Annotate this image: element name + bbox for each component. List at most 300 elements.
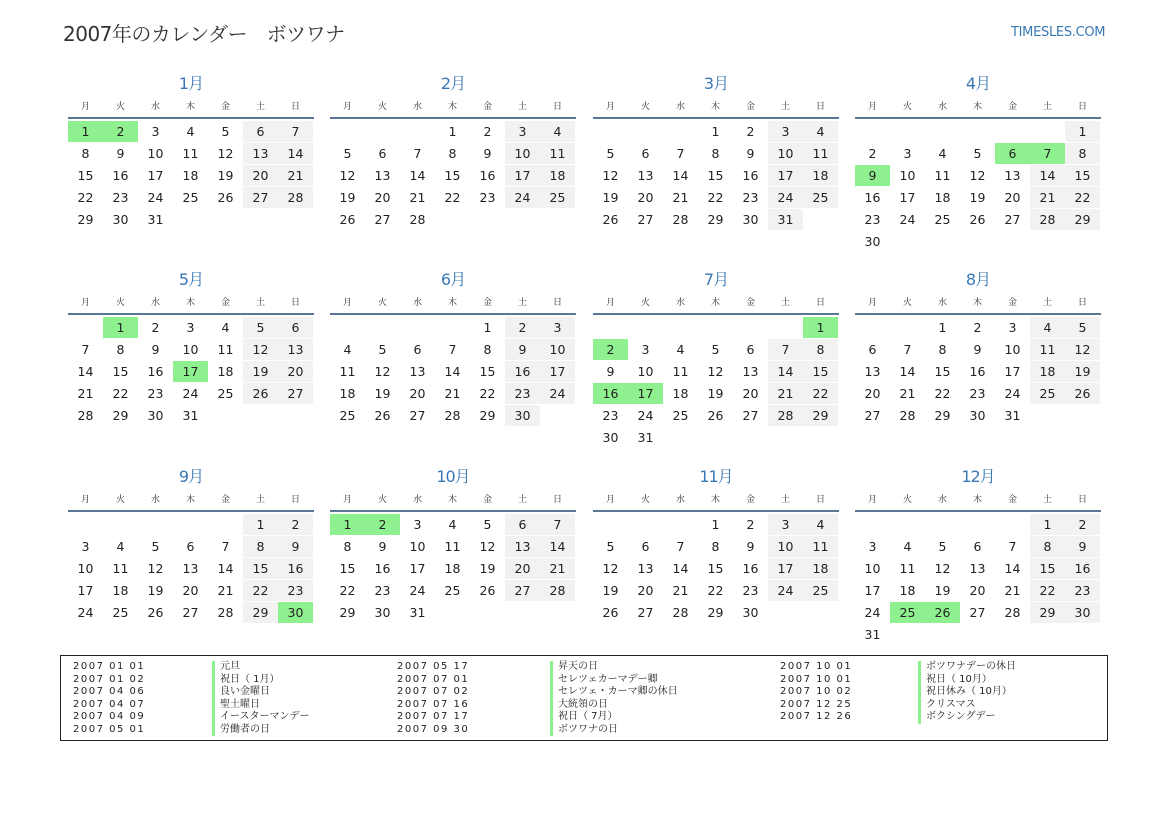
empty-day-cell bbox=[138, 514, 173, 535]
weekday-label: 金 bbox=[482, 102, 492, 112]
day-cell: 27 bbox=[374, 212, 391, 227]
empty-day-cell bbox=[663, 121, 698, 142]
day-cell: 3 bbox=[768, 121, 803, 142]
day-cell: 26 bbox=[1065, 383, 1100, 404]
day-cell: 24 bbox=[637, 408, 654, 423]
weekday-header bbox=[330, 491, 576, 512]
day-cell: 5 bbox=[1065, 317, 1100, 338]
day-cell: 25 bbox=[1030, 383, 1065, 404]
day-cell: 3 bbox=[505, 121, 540, 142]
weekday-header bbox=[855, 294, 1101, 315]
empty-day-cell bbox=[1065, 624, 1100, 645]
day-cell: 6 bbox=[505, 514, 540, 535]
weekday-label: 火 bbox=[902, 102, 912, 112]
weekday-label: 土 bbox=[1042, 298, 1052, 308]
day-cell: 26 bbox=[217, 190, 234, 205]
weekday-label: 水 bbox=[412, 298, 422, 308]
day-cell: 9 bbox=[116, 146, 125, 161]
week-row bbox=[68, 602, 314, 624]
holiday-name: 良い金曜日 bbox=[212, 686, 270, 699]
empty-day-cell bbox=[890, 231, 925, 252]
empty-day-cell bbox=[628, 121, 663, 142]
day-cell: 10 bbox=[147, 146, 164, 161]
month-calendar bbox=[330, 70, 576, 231]
week-row bbox=[593, 143, 839, 165]
weekday-label: 日 bbox=[290, 298, 300, 308]
week-row bbox=[68, 580, 314, 602]
weekday-label: 水 bbox=[150, 102, 160, 112]
holiday-name: クリスマス bbox=[918, 699, 976, 712]
empty-day-cell bbox=[505, 209, 540, 230]
empty-day-cell bbox=[663, 427, 698, 448]
day-cell: 24 bbox=[864, 605, 881, 620]
day-cell: 5 bbox=[151, 539, 160, 554]
day-cell: 27 bbox=[969, 605, 986, 620]
month-name: 11月 bbox=[699, 467, 733, 486]
day-cell: 12 bbox=[707, 364, 724, 379]
day-cell: 17 bbox=[540, 361, 575, 382]
empty-day-cell bbox=[208, 514, 243, 535]
week-row bbox=[330, 317, 576, 339]
empty-day-cell bbox=[995, 231, 1030, 252]
day-cell: 18 bbox=[803, 558, 838, 579]
day-cell: 3 bbox=[768, 514, 803, 535]
empty-day-cell bbox=[540, 602, 575, 623]
empty-day-cell bbox=[435, 209, 470, 230]
weekday-label: 土 bbox=[780, 102, 790, 112]
day-cell: 15 bbox=[479, 364, 496, 379]
day-cell: 31 bbox=[1004, 408, 1021, 423]
month-name: 2月 bbox=[440, 74, 466, 93]
day-cell: 12 bbox=[147, 561, 164, 576]
day-cell: 17 bbox=[768, 165, 803, 186]
week-row bbox=[68, 317, 314, 339]
day-cell: 18 bbox=[540, 165, 575, 186]
weekday-label: 水 bbox=[937, 495, 947, 505]
day-cell: 17 bbox=[768, 558, 803, 579]
empty-day-cell bbox=[803, 209, 838, 230]
day-cell: 15 bbox=[243, 558, 278, 579]
day-cell: 8 bbox=[938, 342, 947, 357]
holiday-date: 2007 12 25 bbox=[780, 698, 853, 710]
empty-day-cell bbox=[995, 514, 1030, 535]
holiday-name: 祝日（ 7月） bbox=[550, 711, 618, 724]
month-calendar bbox=[855, 70, 1101, 253]
day-cell: 28 bbox=[672, 212, 689, 227]
day-cell: 24 bbox=[505, 187, 540, 208]
day-cell: 27 bbox=[1004, 212, 1021, 227]
day-cell: 28 bbox=[899, 408, 916, 423]
day-cell: 19 bbox=[934, 583, 951, 598]
holiday-name: 昇天の日 bbox=[550, 661, 598, 674]
day-cell: 3 bbox=[151, 124, 160, 139]
day-cell: 25 bbox=[934, 212, 951, 227]
day-cell: 23 bbox=[278, 580, 313, 601]
day-cell: 4 bbox=[903, 539, 912, 554]
day-cell: 22 bbox=[934, 386, 951, 401]
empty-day-cell bbox=[1065, 231, 1100, 252]
day-cell: 7 bbox=[278, 121, 313, 142]
day-cell: 17 bbox=[864, 583, 881, 598]
day-cell: 16 bbox=[479, 168, 496, 183]
day-cell: 28 bbox=[409, 212, 426, 227]
day-cell: 23 bbox=[969, 386, 986, 401]
day-cell: 16 bbox=[864, 190, 881, 205]
weekday-label: 金 bbox=[745, 102, 755, 112]
empty-day-cell bbox=[960, 624, 995, 645]
day-cell: 2 bbox=[365, 514, 400, 535]
day-cell: 23 bbox=[479, 190, 496, 205]
day-cell: 10 bbox=[505, 143, 540, 164]
weekday-label: 土 bbox=[1042, 102, 1052, 112]
empty-day-cell bbox=[593, 514, 628, 535]
day-cell: 13 bbox=[637, 168, 654, 183]
day-cell: 4 bbox=[221, 320, 230, 335]
week-row bbox=[593, 514, 839, 536]
day-cell: 2 bbox=[746, 517, 755, 532]
day-cell: 19 bbox=[217, 168, 234, 183]
weekday-header bbox=[68, 98, 314, 119]
day-cell: 3 bbox=[540, 317, 575, 338]
weekday-label: 月 bbox=[342, 102, 352, 112]
empty-day-cell bbox=[540, 405, 575, 426]
day-cell: 16 bbox=[147, 364, 164, 379]
empty-day-cell bbox=[593, 317, 628, 338]
day-cell: 11 bbox=[934, 168, 951, 183]
day-cell: 1 bbox=[68, 121, 103, 142]
week-row bbox=[593, 317, 839, 339]
week-row bbox=[68, 361, 314, 383]
empty-day-cell bbox=[1030, 405, 1065, 426]
week-row bbox=[68, 383, 314, 405]
weekday-label: 火 bbox=[115, 298, 125, 308]
day-cell: 2 bbox=[505, 317, 540, 338]
day-cell: 19 bbox=[479, 561, 496, 576]
holiday-name: ボクシングデー bbox=[918, 711, 996, 724]
day-cell: 1 bbox=[243, 514, 278, 535]
day-cell: 18 bbox=[1030, 361, 1065, 382]
week-row bbox=[593, 165, 839, 187]
day-cell: 11 bbox=[217, 342, 234, 357]
day-cell: 19 bbox=[339, 190, 356, 205]
weekday-label: 日 bbox=[815, 102, 825, 112]
week-row bbox=[330, 165, 576, 187]
day-cell: 9 bbox=[1065, 536, 1100, 557]
day-cell: 15 bbox=[707, 561, 724, 576]
day-cell: 19 bbox=[969, 190, 986, 205]
empty-day-cell bbox=[733, 317, 768, 338]
weekday-label: 火 bbox=[640, 102, 650, 112]
day-cell: 25 bbox=[444, 583, 461, 598]
day-cell: 22 bbox=[112, 386, 129, 401]
day-cell: 26 bbox=[339, 212, 356, 227]
day-cell: 12 bbox=[969, 168, 986, 183]
holiday-date: 2007 05 01 bbox=[73, 723, 146, 735]
day-cell: 16 bbox=[505, 361, 540, 382]
day-cell: 23 bbox=[742, 583, 759, 598]
day-cell: 2 bbox=[151, 320, 160, 335]
week-row bbox=[330, 514, 576, 536]
weekday-label: 金 bbox=[1007, 102, 1017, 112]
day-cell: 9 bbox=[483, 146, 492, 161]
day-cell: 25 bbox=[672, 408, 689, 423]
month-calendar bbox=[330, 266, 576, 427]
weekday-label: 火 bbox=[377, 102, 387, 112]
day-cell: 27 bbox=[409, 408, 426, 423]
day-cell: 10 bbox=[864, 561, 881, 576]
day-cell: 4 bbox=[1030, 317, 1065, 338]
day-cell: 20 bbox=[505, 558, 540, 579]
empty-day-cell bbox=[593, 121, 628, 142]
weekday-header bbox=[330, 294, 576, 315]
day-cell: 25 bbox=[803, 187, 838, 208]
day-cell: 27 bbox=[278, 383, 313, 404]
weekday-label: 木 bbox=[972, 298, 982, 308]
empty-day-cell bbox=[68, 514, 103, 535]
day-cell: 19 bbox=[243, 361, 278, 382]
day-cell: 15 bbox=[77, 168, 94, 183]
empty-day-cell bbox=[628, 514, 663, 535]
week-row bbox=[855, 558, 1101, 580]
day-cell: 26 bbox=[602, 605, 619, 620]
day-cell: 11 bbox=[1030, 339, 1065, 360]
weekday-label: 金 bbox=[1007, 495, 1017, 505]
day-cell: 6 bbox=[868, 342, 877, 357]
week-row bbox=[330, 187, 576, 209]
empty-day-cell bbox=[400, 317, 435, 338]
empty-day-cell bbox=[960, 231, 995, 252]
day-cell: 30 bbox=[147, 408, 164, 423]
day-cell: 7 bbox=[1008, 539, 1017, 554]
day-cell: 4 bbox=[186, 124, 195, 139]
empty-day-cell bbox=[855, 121, 890, 142]
day-cell: 21 bbox=[1030, 187, 1065, 208]
day-cell: 6 bbox=[641, 146, 650, 161]
day-cell: 11 bbox=[339, 364, 356, 379]
day-cell: 25 bbox=[890, 602, 925, 623]
day-cell: 29 bbox=[1065, 209, 1100, 230]
weekday-label: 水 bbox=[412, 102, 422, 112]
day-cell: 11 bbox=[182, 146, 199, 161]
weekday-label: 月 bbox=[342, 298, 352, 308]
day-cell: 18 bbox=[339, 386, 356, 401]
month-name: 1月 bbox=[178, 74, 204, 93]
weekday-label: 木 bbox=[710, 102, 720, 112]
holiday-date: 2007 07 01 bbox=[397, 673, 470, 685]
day-cell: 23 bbox=[112, 190, 129, 205]
day-cell: 8 bbox=[81, 146, 90, 161]
day-cell: 7 bbox=[448, 342, 457, 357]
weekday-header bbox=[593, 491, 839, 512]
day-cell: 9 bbox=[855, 165, 890, 186]
empty-day-cell bbox=[505, 602, 540, 623]
holiday-date: 2007 10 02 bbox=[780, 686, 853, 697]
day-cell: 2 bbox=[868, 146, 877, 161]
day-cell: 28 bbox=[217, 605, 234, 620]
day-cell: 5 bbox=[378, 342, 387, 357]
day-cell: 17 bbox=[505, 165, 540, 186]
day-cell: 24 bbox=[540, 383, 575, 404]
day-cell: 14 bbox=[768, 361, 803, 382]
empty-day-cell bbox=[803, 427, 838, 448]
week-row bbox=[68, 143, 314, 165]
day-cell: 16 bbox=[742, 561, 759, 576]
day-cell: 20 bbox=[409, 386, 426, 401]
weekday-label: 金 bbox=[1007, 298, 1017, 308]
month-calendar bbox=[855, 266, 1101, 427]
empty-day-cell bbox=[733, 427, 768, 448]
weekday-label: 火 bbox=[902, 495, 912, 505]
week-row bbox=[593, 361, 839, 383]
holiday-name: 祝日休み（ 10月） bbox=[918, 686, 1012, 699]
day-cell: 4 bbox=[938, 146, 947, 161]
day-cell: 16 bbox=[969, 364, 986, 379]
day-cell: 17 bbox=[173, 361, 208, 382]
month-calendar bbox=[593, 266, 839, 449]
day-cell: 7 bbox=[540, 514, 575, 535]
day-cell: 2 bbox=[103, 121, 138, 142]
day-cell: 7 bbox=[676, 146, 685, 161]
day-cell: 14 bbox=[409, 168, 426, 183]
day-cell: 2 bbox=[973, 320, 982, 335]
day-cell: 27 bbox=[864, 408, 881, 423]
day-cell: 9 bbox=[505, 339, 540, 360]
day-cell: 11 bbox=[803, 143, 838, 164]
weekday-label: 水 bbox=[675, 495, 685, 505]
day-cell: 12 bbox=[374, 364, 391, 379]
weekday-label: 水 bbox=[937, 298, 947, 308]
weekday-label: 水 bbox=[412, 495, 422, 505]
empty-day-cell bbox=[243, 209, 278, 230]
empty-day-cell bbox=[243, 405, 278, 426]
day-cell: 20 bbox=[742, 386, 759, 401]
day-cell: 29 bbox=[112, 408, 129, 423]
day-cell: 5 bbox=[711, 342, 720, 357]
week-row bbox=[855, 187, 1101, 209]
day-cell: 23 bbox=[1065, 580, 1100, 601]
day-cell: 15 bbox=[444, 168, 461, 183]
day-cell: 18 bbox=[444, 561, 461, 576]
day-cell: 7 bbox=[413, 146, 422, 161]
day-cell: 6 bbox=[746, 342, 755, 357]
holiday-date: 2007 07 02 bbox=[397, 686, 470, 697]
day-cell: 17 bbox=[409, 561, 426, 576]
day-cell: 25 bbox=[217, 386, 234, 401]
day-cell: 28 bbox=[278, 187, 313, 208]
day-cell: 21 bbox=[444, 386, 461, 401]
day-cell: 31 bbox=[147, 212, 164, 227]
day-cell: 22 bbox=[707, 190, 724, 205]
day-cell: 20 bbox=[243, 165, 278, 186]
empty-day-cell bbox=[890, 121, 925, 142]
weekday-header bbox=[855, 98, 1101, 119]
empty-day-cell bbox=[960, 121, 995, 142]
day-cell: 4 bbox=[116, 539, 125, 554]
day-cell: 16 bbox=[112, 168, 129, 183]
day-cell: 16 bbox=[1065, 558, 1100, 579]
empty-day-cell bbox=[365, 317, 400, 338]
holiday-name: セレツェ・カーマ卿の休日 bbox=[550, 686, 678, 699]
holiday-date: 2007 07 16 bbox=[397, 698, 470, 710]
holiday-date: 2007 04 07 bbox=[73, 698, 146, 710]
site-link[interactable]: TIMESLES.COM bbox=[1011, 25, 1106, 40]
day-cell: 24 bbox=[409, 583, 426, 598]
week-row bbox=[330, 121, 576, 143]
month-calendar bbox=[593, 70, 839, 231]
day-cell: 14 bbox=[444, 364, 461, 379]
day-cell: 17 bbox=[77, 583, 94, 598]
day-cell: 16 bbox=[374, 561, 391, 576]
day-cell: 15 bbox=[803, 361, 838, 382]
holiday-name: 労働者の日 bbox=[212, 724, 270, 737]
day-cell: 15 bbox=[1065, 165, 1100, 186]
week-row bbox=[855, 624, 1101, 646]
day-cell: 28 bbox=[672, 605, 689, 620]
day-cell: 17 bbox=[147, 168, 164, 183]
day-cell: 14 bbox=[672, 168, 689, 183]
day-cell: 7 bbox=[81, 342, 90, 357]
week-row bbox=[855, 580, 1101, 602]
empty-day-cell bbox=[890, 514, 925, 535]
weekday-label: 月 bbox=[867, 495, 877, 505]
day-cell: 6 bbox=[973, 539, 982, 554]
holiday-name: イースターマンデー bbox=[212, 711, 310, 724]
weekday-header bbox=[593, 294, 839, 315]
empty-day-cell bbox=[435, 602, 470, 623]
week-row bbox=[68, 558, 314, 580]
day-cell: 18 bbox=[803, 165, 838, 186]
weekday-header bbox=[68, 294, 314, 315]
empty-day-cell bbox=[995, 624, 1030, 645]
day-cell: 6 bbox=[995, 143, 1030, 164]
day-cell: 30 bbox=[278, 602, 313, 623]
day-cell: 8 bbox=[711, 539, 720, 554]
weekday-label: 火 bbox=[902, 298, 912, 308]
page-title: 2007年のカレンダー ボツワナ bbox=[63, 22, 345, 46]
day-cell: 21 bbox=[672, 583, 689, 598]
day-cell: 8 bbox=[448, 146, 457, 161]
week-row bbox=[330, 580, 576, 602]
week-row bbox=[330, 536, 576, 558]
day-cell: 25 bbox=[339, 408, 356, 423]
weekday-header bbox=[593, 98, 839, 119]
week-row bbox=[330, 602, 576, 624]
empty-day-cell bbox=[208, 209, 243, 230]
day-cell: 31 bbox=[409, 605, 426, 620]
weekday-label: 土 bbox=[517, 102, 527, 112]
day-cell: 13 bbox=[742, 364, 759, 379]
day-cell: 8 bbox=[711, 146, 720, 161]
day-cell: 19 bbox=[602, 190, 619, 205]
day-cell: 30 bbox=[742, 605, 759, 620]
day-cell: 22 bbox=[1065, 187, 1100, 208]
empty-day-cell bbox=[435, 317, 470, 338]
weekday-label: 火 bbox=[377, 495, 387, 505]
empty-day-cell bbox=[960, 514, 995, 535]
day-cell: 27 bbox=[742, 408, 759, 423]
day-cell: 20 bbox=[182, 583, 199, 598]
month-calendar bbox=[855, 463, 1101, 646]
day-cell: 1 bbox=[711, 124, 720, 139]
empty-day-cell bbox=[803, 602, 838, 623]
day-cell: 22 bbox=[444, 190, 461, 205]
day-cell: 5 bbox=[606, 539, 615, 554]
day-cell: 14 bbox=[672, 561, 689, 576]
day-cell: 25 bbox=[112, 605, 129, 620]
day-cell: 13 bbox=[374, 168, 391, 183]
month-name: 9月 bbox=[178, 467, 204, 486]
weekday-label: 月 bbox=[80, 102, 90, 112]
